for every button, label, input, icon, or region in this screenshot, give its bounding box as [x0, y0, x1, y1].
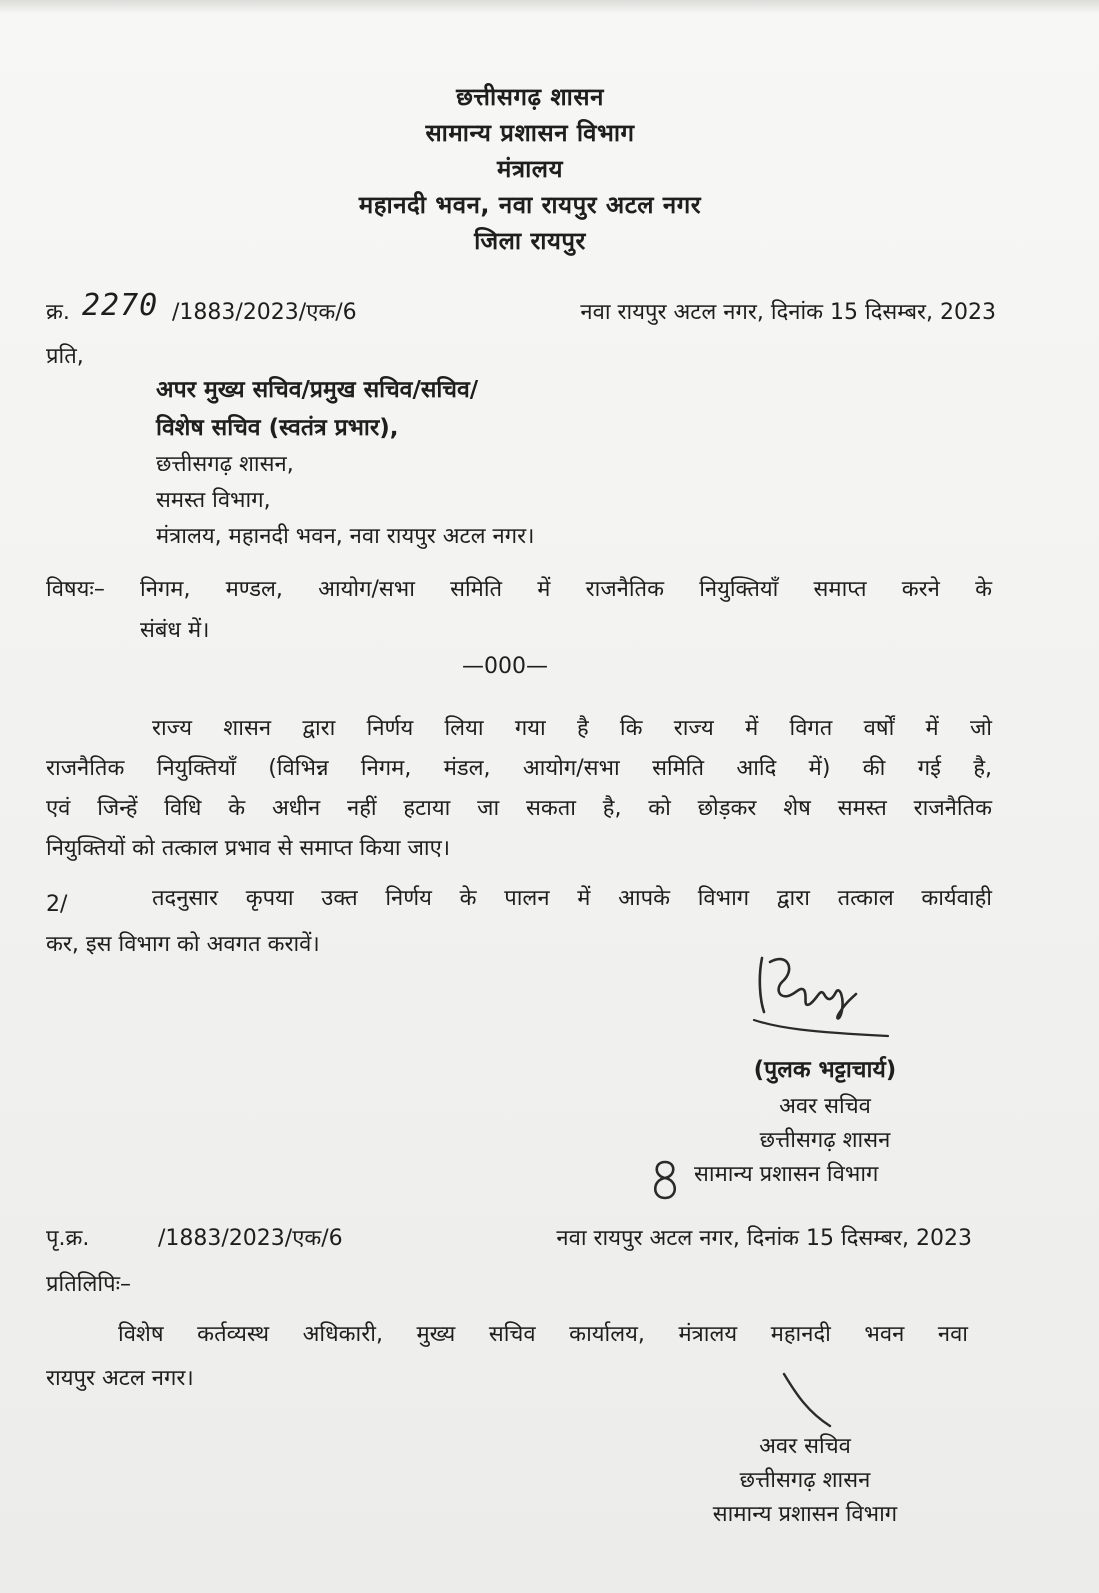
ref-handwritten-number: 2270	[82, 288, 159, 323]
header-government: छत्तीसगढ़ शासन	[456, 83, 604, 111]
footer-department: सामान्य प्रशासन विभाग	[712, 1502, 898, 1527]
separator: —000—	[462, 654, 548, 679]
to-line-5: मंत्रालय, महानदी भवन, नवा रायपुर अटल नगर।	[156, 524, 535, 549]
handwritten-mark	[648, 1158, 682, 1202]
para2-number: 2/	[46, 892, 68, 917]
para1-line-4: नियुक्तियों को तत्काल प्रभाव से समाप्त किया जाए।	[46, 836, 451, 861]
footer-designation: अवर सचिव	[759, 1434, 851, 1459]
ref-prefix: क्र.	[46, 300, 70, 325]
subject-label: विषयः–	[46, 577, 105, 602]
to-line-4: समस्त विभाग,	[156, 488, 271, 513]
to-line-3: छत्तीसगढ़ शासन,	[156, 452, 294, 477]
header-building: महानदी भवन, नवा रायपुर अटल नगर	[358, 191, 702, 219]
subject-line-1: निगम, मण्डल, आयोग/सभा समिति में राजनैतिक नियुक्तियाँ समाप्त करने के	[140, 577, 992, 602]
copy-label: प्रतिलिपिः–	[46, 1272, 132, 1297]
copy-line-2: रायपुर अटल नगर।	[46, 1366, 194, 1391]
para1-line-3: एवं जिन्हें विधि के अधीन नहीं हटाया जा सकता है, को छोड़कर शेष समस्त राजनैतिक	[46, 796, 992, 821]
header-department: सामान्य प्रशासन विभाग	[425, 119, 635, 147]
copy-ref-prefix: पृ.क्र.	[46, 1226, 90, 1251]
signatory-name: (पुलक भट्टाचार्य)	[753, 1057, 897, 1083]
initial-mark	[778, 1370, 838, 1430]
ref-number: /1883/2023/एक/6	[172, 300, 357, 325]
scan-edge-shadow	[0, 0, 1099, 14]
signatory-department: सामान्य प्रशासन विभाग	[694, 1162, 879, 1187]
to-line-1: अपर मुख्य सचिव/प्रमुख सचिव/सचिव/	[156, 377, 479, 403]
to-line-2: विशेष सचिव (स्वतंत्र प्रभार),	[156, 415, 399, 441]
copy-line-1: विशेष कर्तव्यस्थ अधिकारी, मुख्य सचिव कार्यालय, मंत्रालय महानदी भवन नवा	[118, 1322, 968, 1347]
para1-line-1: राज्य शासन द्वारा निर्णय लिया गया है कि राज्य में विगत वर्षों में जो	[152, 716, 992, 741]
para2-line-1: तदनुसार कृपया उक्त निर्णय के पालन में आपके विभाग द्वारा तत्काल कार्यवाही	[152, 886, 992, 911]
subject-line-2: संबंध में।	[140, 618, 210, 643]
signatory-designation: अवर सचिव	[779, 1094, 871, 1119]
para1-line-2: राजनैतिक नियुक्तियाँ (विभिन्न निगम, मंडल, आयोग/सभा समिति आदि में) की गई है,	[46, 756, 992, 781]
header-district: जिला रायपुर	[474, 227, 586, 255]
copy-ref-number: /1883/2023/एक/6	[158, 1226, 343, 1251]
copy-ref-place-date: नवा रायपुर अटल नगर, दिनांक 15 दिसम्बर, 2023	[556, 1226, 972, 1251]
signatory-government: छत्तीसगढ़ शासन	[759, 1128, 891, 1153]
to-label: प्रति,	[46, 344, 84, 369]
ref-place-date: नवा रायपुर अटल नगर, दिनांक 15 दिसम्बर, 2023	[580, 300, 996, 325]
footer-government: छत्तीसगढ़ शासन	[739, 1468, 871, 1493]
para2-line-2: कर, इस विभाग को अवगत करावें।	[46, 932, 320, 957]
signature-mark	[748, 950, 898, 1040]
header-ministry: मंत्रालय	[496, 155, 563, 183]
